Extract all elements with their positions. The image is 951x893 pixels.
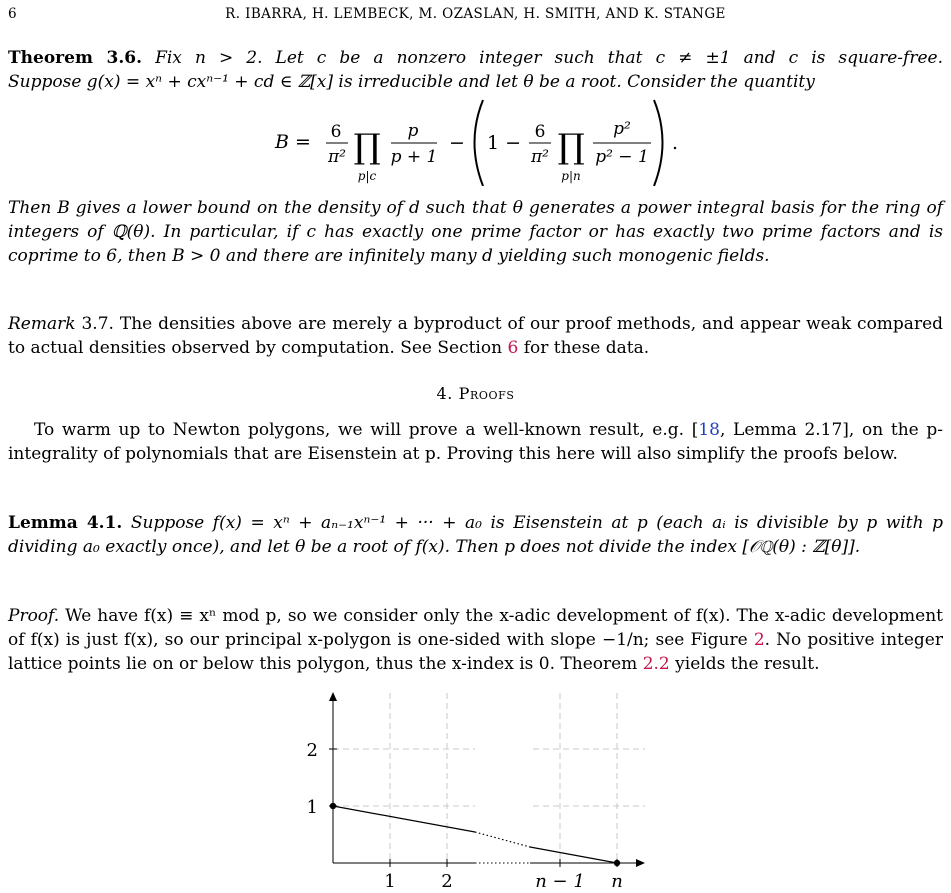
remark-3-7 [8,312,943,360]
paren-one-minus: 1 − [487,132,522,154]
formula-minus: − [449,132,465,154]
right-paren [654,100,663,186]
y-tick-label-1: 1 [306,797,318,818]
frac4-denominator: p² − 1 [595,147,649,167]
y-tick-label-2: 2 [306,740,318,761]
section-6-link[interactable]: 6 [507,338,519,358]
section-number: 4. [436,384,453,403]
intro-text-after: , Lemma 2.17], on the p-integrality of polynomials that are Eisenstein at p. Proving this here will also simplify the proofs below. [8,420,943,464]
x-tick-label-n-minus-1: n − 1 [535,871,585,892]
section-title: Proofs [458,384,515,403]
vertex-n-0 [614,860,620,866]
running-head [8,6,943,26]
polygon-segment-dotted [475,832,530,847]
running-authors: R. IBARRA, H. LEMBECK, M. OZASLAN, H. SMITH, AND K. STANGE [225,6,726,22]
polygon-segment-right [530,847,617,863]
frac2-numerator: p [407,121,419,141]
lemma-text: Suppose f(x) = xⁿ + aₙ₋₁xⁿ⁻¹ + ··· + a₀ is Eisenstein at p (each aᵢ is divisible by p with p dividing a₀ exactly once), and let θ be a root of f(x). Then p does not divide the index [𝒪ℚ(θ) : ℤ[θ]]. [8,513,943,557]
product-symbol-2: ∏ [557,127,585,167]
citation-18-link[interactable]: 18 [698,420,720,440]
figure-2-link[interactable]: 2 [753,630,765,650]
frac3-denominator: π² [531,147,549,167]
theorem-label: Theorem 3.6. [8,48,142,68]
intro-text-before: To warm up to Newton polygons, we will prove a well-known result, e.g. [ [34,420,699,440]
section-heading [0,384,951,403]
frac1-denominator: π² [328,147,346,167]
vertex-0-1 [330,803,336,809]
frac2-denominator: p + 1 [390,147,438,167]
lemma-label: Lemma 4.1. [8,513,123,533]
proof-text-2: . No positive integer lattice points lie on or below this polygon, thus the x-index is 0. Theorem [8,630,943,674]
polygon-segment-left [333,806,475,832]
proof-text-3: yields the result. [675,654,820,674]
lemma-4-1 [8,511,943,559]
frac4-numerator: p² [613,119,631,139]
formula-period: . [672,132,679,154]
theorem-2-2-link[interactable]: 2.2 [642,654,670,674]
grid-lines [333,693,645,863]
proof-text-1: We have f(x) ≡ xⁿ mod p, so we consider only the x-adic development of f(x). The x-adic development of f(x) is just f(x), so our principal x-polygon is one-sided with slope −1/n; see Figure [8,606,943,650]
grid-gap [475,690,530,865]
product-symbol-1: ∏ [353,127,381,167]
x-tick-label-1: 1 [384,871,396,892]
product-2-index: p|n [561,169,581,183]
remark-number: 3.7. [81,314,114,334]
remark-label: Remark [8,314,76,334]
proof-paragraph [8,604,943,676]
remark-text-before: The densities above are merely a byproduct of our proof methods, and appear weak compared to actual densities observed by computation. See Section [8,314,944,358]
x-tick-label-n: n [611,871,623,892]
frac1-numerator: 6 [330,122,342,142]
x-axis-arrow [636,859,645,867]
proof-label: Proof. [8,606,60,626]
formula-lhs: B = [275,131,311,153]
frac3-numerator: 6 [534,122,546,142]
left-paren [475,100,484,186]
display-formula [0,86,951,186]
remark-text-after: for these data. [523,338,650,358]
theorem-line-1: Fix n > 2. Let c be a nonzero integer such that c ≠ ±1 and c is square-free. [155,48,943,68]
theorem-line-2: Suppose g(x) = xⁿ + cxⁿ⁻¹ + cd ∈ ℤ[x] is irreducible and let θ be a root. Consider the quantity [8,72,815,92]
intro-paragraph [8,418,943,466]
product-1-index: p|c [357,169,377,183]
theorem-3-6-conclusion: Then B gives a lower bound on the density of d such that θ generates a power integral basis for the ring of integers of ℚ(θ). In particular, if c has exactly one prime factor or has exactly two prime factors and is coprime to 6, then B > 0 and there are infinitely many d yielding such monogenic fields. [8,198,943,266]
page-number: 6 [8,6,17,22]
x-tick-label-2: 2 [441,871,453,892]
y-axis-arrow [329,692,337,701]
